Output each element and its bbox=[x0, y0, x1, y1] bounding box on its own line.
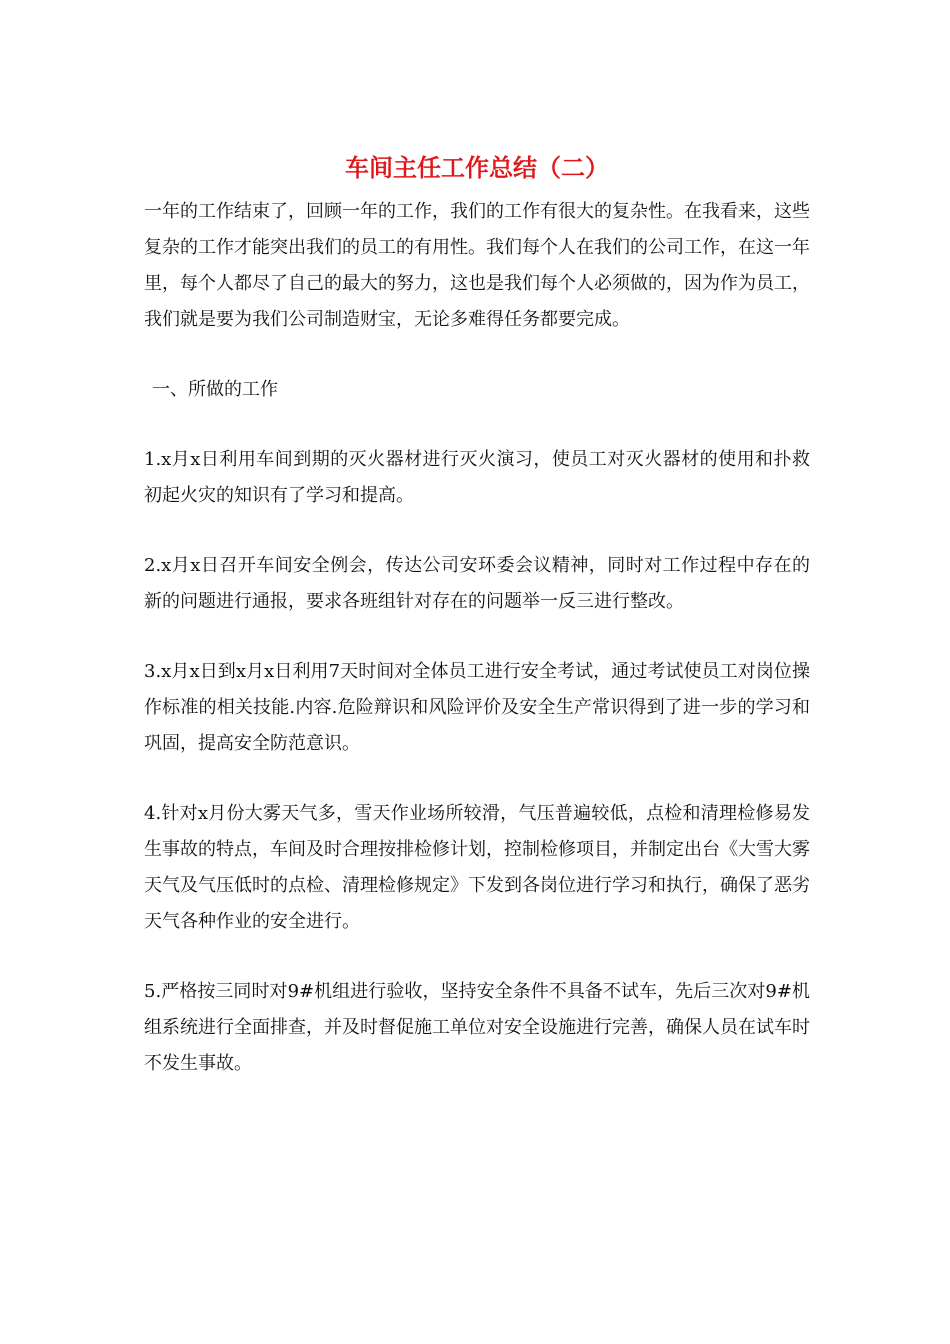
paragraph-gap bbox=[144, 762, 810, 796]
paragraph-gap bbox=[144, 338, 810, 372]
list-item: 4.针对x月份大雾天气多，雪天作业场所较滑，气压普遍较低，点检和清理检修易发生事故的特点，车间及时合理按排检修计划，控制检修项目，并制定出台《大雪大雾天气及气压低时的点检、清理检修规定》下发到各岗位进行学习和执行，确保了恶劣天气各种作业的安全进行。 bbox=[144, 803, 810, 932]
paragraph-gap bbox=[144, 620, 810, 654]
paragraph-gap bbox=[144, 408, 810, 442]
list-item: 1.x月x日利用车间到期的灭火器材进行灭火演习，使员工对灭火器材的使用和扑救初起火灾的知识有了学习和提高。 bbox=[144, 449, 810, 506]
paragraph-gap bbox=[144, 514, 810, 548]
list-item: 2.x月x日召开车间安全例会，传达公司安环委会议精神，同时对工作过程中存在的新的问题进行通报，要求各班组针对存在的问题举一反三进行整改。 bbox=[144, 555, 810, 612]
list-item: 3.x月x日到x月x日利用7天时间对全体员工进行安全考试，通过考试使员工对岗位操作标准的相关技能.内容.危险辩识和风险评价及安全生产常识得到了进一步的学习和巩固，提高安全防范意识。 bbox=[144, 661, 810, 754]
intro-paragraph: 一年的工作结束了，回顾一年的工作，我们的工作有很大的复杂性。在我看来，这些复杂的工作才能突出我们的员工的有用性。我们每个人在我们的公司工作，在这一年里，每个人都尽了自己的最大的努力，这也是我们每个人必须做的，因为作为员工，我们就是要为我们公司制造财宝，无论多难得任务都要完成。 bbox=[144, 201, 810, 330]
document-title: 车间主任工作总结（二） bbox=[345, 153, 609, 182]
paragraph-gap bbox=[144, 940, 810, 974]
section-heading: 一、所做的工作 bbox=[152, 379, 278, 400]
list-item: 5.严格按三同时对9#机组进行验收，坚持安全条件不具备不试车，先后三次对9#机组系统进行全面排查，并及时督促施工单位对安全设施进行完善，确保人员在试车时不发生事故。 bbox=[144, 981, 810, 1074]
